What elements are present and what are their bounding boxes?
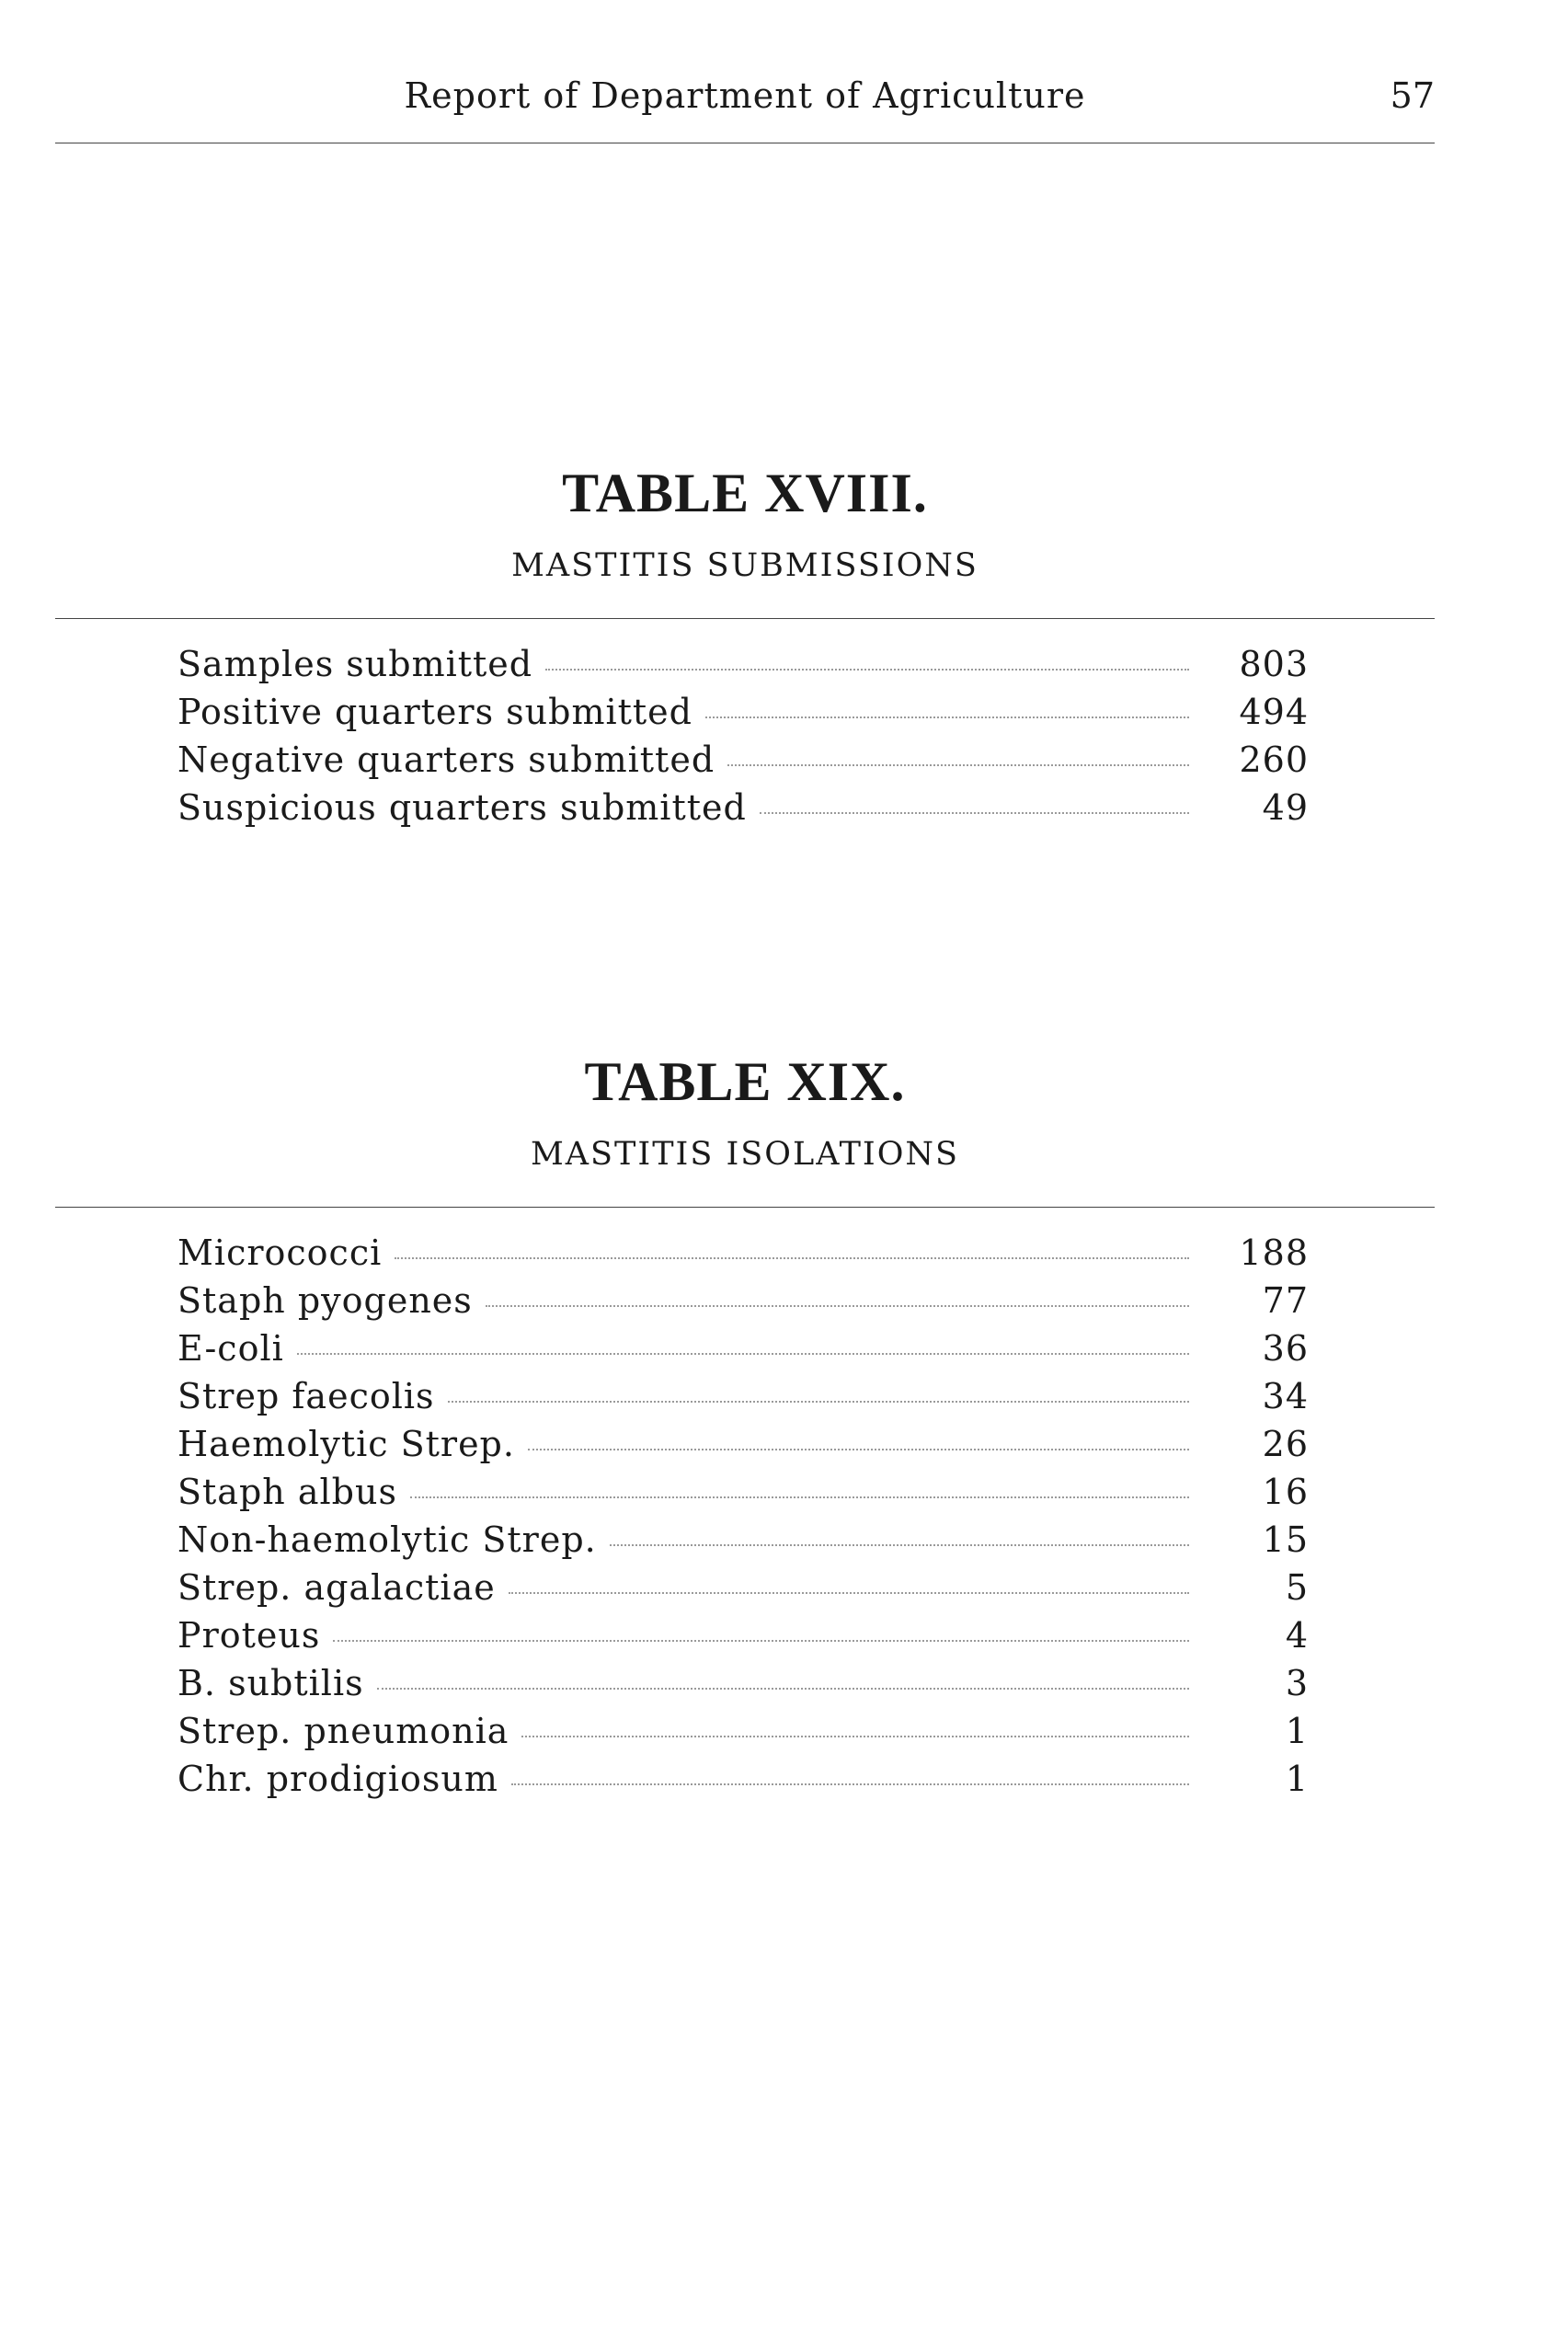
table-row [177, 1519, 1309, 1567]
table-row [177, 1472, 1309, 1519]
dot-leader [297, 1353, 1189, 1355]
row-value: 188 [1239, 1232, 1309, 1273]
table-xviii-rule [55, 618, 1435, 619]
table-row [177, 739, 1309, 787]
dot-leader [521, 1736, 1189, 1737]
table-xix-rows [177, 1232, 1309, 1806]
row-label: E-coli [177, 1328, 284, 1369]
table-xix-title: TABLE XIX. [584, 1051, 906, 1112]
row-label: Haemolytic Strep. [177, 1424, 515, 1464]
dot-leader [545, 669, 1189, 671]
row-value: 803 [1239, 644, 1309, 684]
table-xviii-subtitle: MASTITIS SUBMISSIONS [511, 547, 979, 584]
row-label: Samples submitted [177, 644, 533, 684]
row-value: 36 [1262, 1328, 1309, 1369]
table-row [177, 787, 1309, 835]
table-row [177, 1759, 1309, 1806]
table-row [177, 1328, 1309, 1376]
row-label: Strep. agalactiae [177, 1567, 496, 1608]
row-value: 26 [1262, 1424, 1309, 1464]
row-value: 260 [1239, 739, 1309, 780]
dot-leader [410, 1496, 1189, 1498]
table-row [177, 692, 1309, 739]
table-row [177, 644, 1309, 692]
dot-leader [511, 1783, 1189, 1785]
table-row [177, 1711, 1309, 1759]
row-value: 15 [1262, 1519, 1309, 1560]
row-value: 77 [1262, 1280, 1309, 1321]
row-label: Chr. prodigiosum [177, 1759, 498, 1799]
table-row [177, 1567, 1309, 1615]
table-xix-subtitle: MASTITIS ISOLATIONS [530, 1136, 960, 1173]
dot-leader [528, 1449, 1189, 1450]
running-header-title: Report of Department of Agriculture [404, 75, 1086, 116]
row-value: 4 [1285, 1615, 1309, 1656]
row-label: Staph pyogenes [177, 1280, 473, 1321]
table-row [177, 1232, 1309, 1280]
row-value: 34 [1262, 1376, 1309, 1416]
row-value: 16 [1262, 1472, 1309, 1512]
table-row [177, 1280, 1309, 1328]
dot-leader [486, 1305, 1189, 1307]
page-number: 57 [1390, 75, 1435, 116]
row-value: 5 [1285, 1567, 1309, 1608]
dot-leader [610, 1544, 1189, 1546]
dot-leader [395, 1257, 1189, 1259]
dot-leader [705, 716, 1189, 718]
table-xviii-title: TABLE XVIII. [562, 463, 928, 523]
table-xviii-rows [177, 644, 1309, 835]
row-value: 494 [1239, 692, 1309, 732]
row-label: Staph albus [177, 1472, 397, 1512]
row-label: Strep faecolis [177, 1376, 435, 1416]
row-label: B. subtilis [177, 1663, 364, 1703]
dot-leader [377, 1688, 1189, 1690]
row-label: Proteus [177, 1615, 321, 1656]
row-label: Positive quarters submitted [177, 692, 692, 732]
row-label: Non-haemolytic Strep. [177, 1519, 597, 1560]
dot-leader [509, 1592, 1189, 1594]
table-row [177, 1376, 1309, 1424]
dot-leader [727, 764, 1189, 766]
table-xix-rule [55, 1207, 1435, 1208]
row-label: Negative quarters submitted [177, 739, 715, 780]
row-value: 1 [1285, 1759, 1309, 1799]
table-row [177, 1424, 1309, 1472]
row-label: Suspicious quarters submitted [177, 787, 747, 828]
dot-leader [760, 812, 1189, 814]
dot-leader [448, 1401, 1189, 1403]
row-label: Strep. pneumonia [177, 1711, 509, 1751]
dot-leader [333, 1640, 1189, 1642]
row-value: 3 [1285, 1663, 1309, 1703]
row-value: 49 [1262, 787, 1309, 828]
page-header [55, 75, 1435, 121]
table-row [177, 1663, 1309, 1711]
table-row [177, 1615, 1309, 1663]
row-label: Micrococci [177, 1232, 383, 1273]
row-value: 1 [1285, 1711, 1309, 1751]
